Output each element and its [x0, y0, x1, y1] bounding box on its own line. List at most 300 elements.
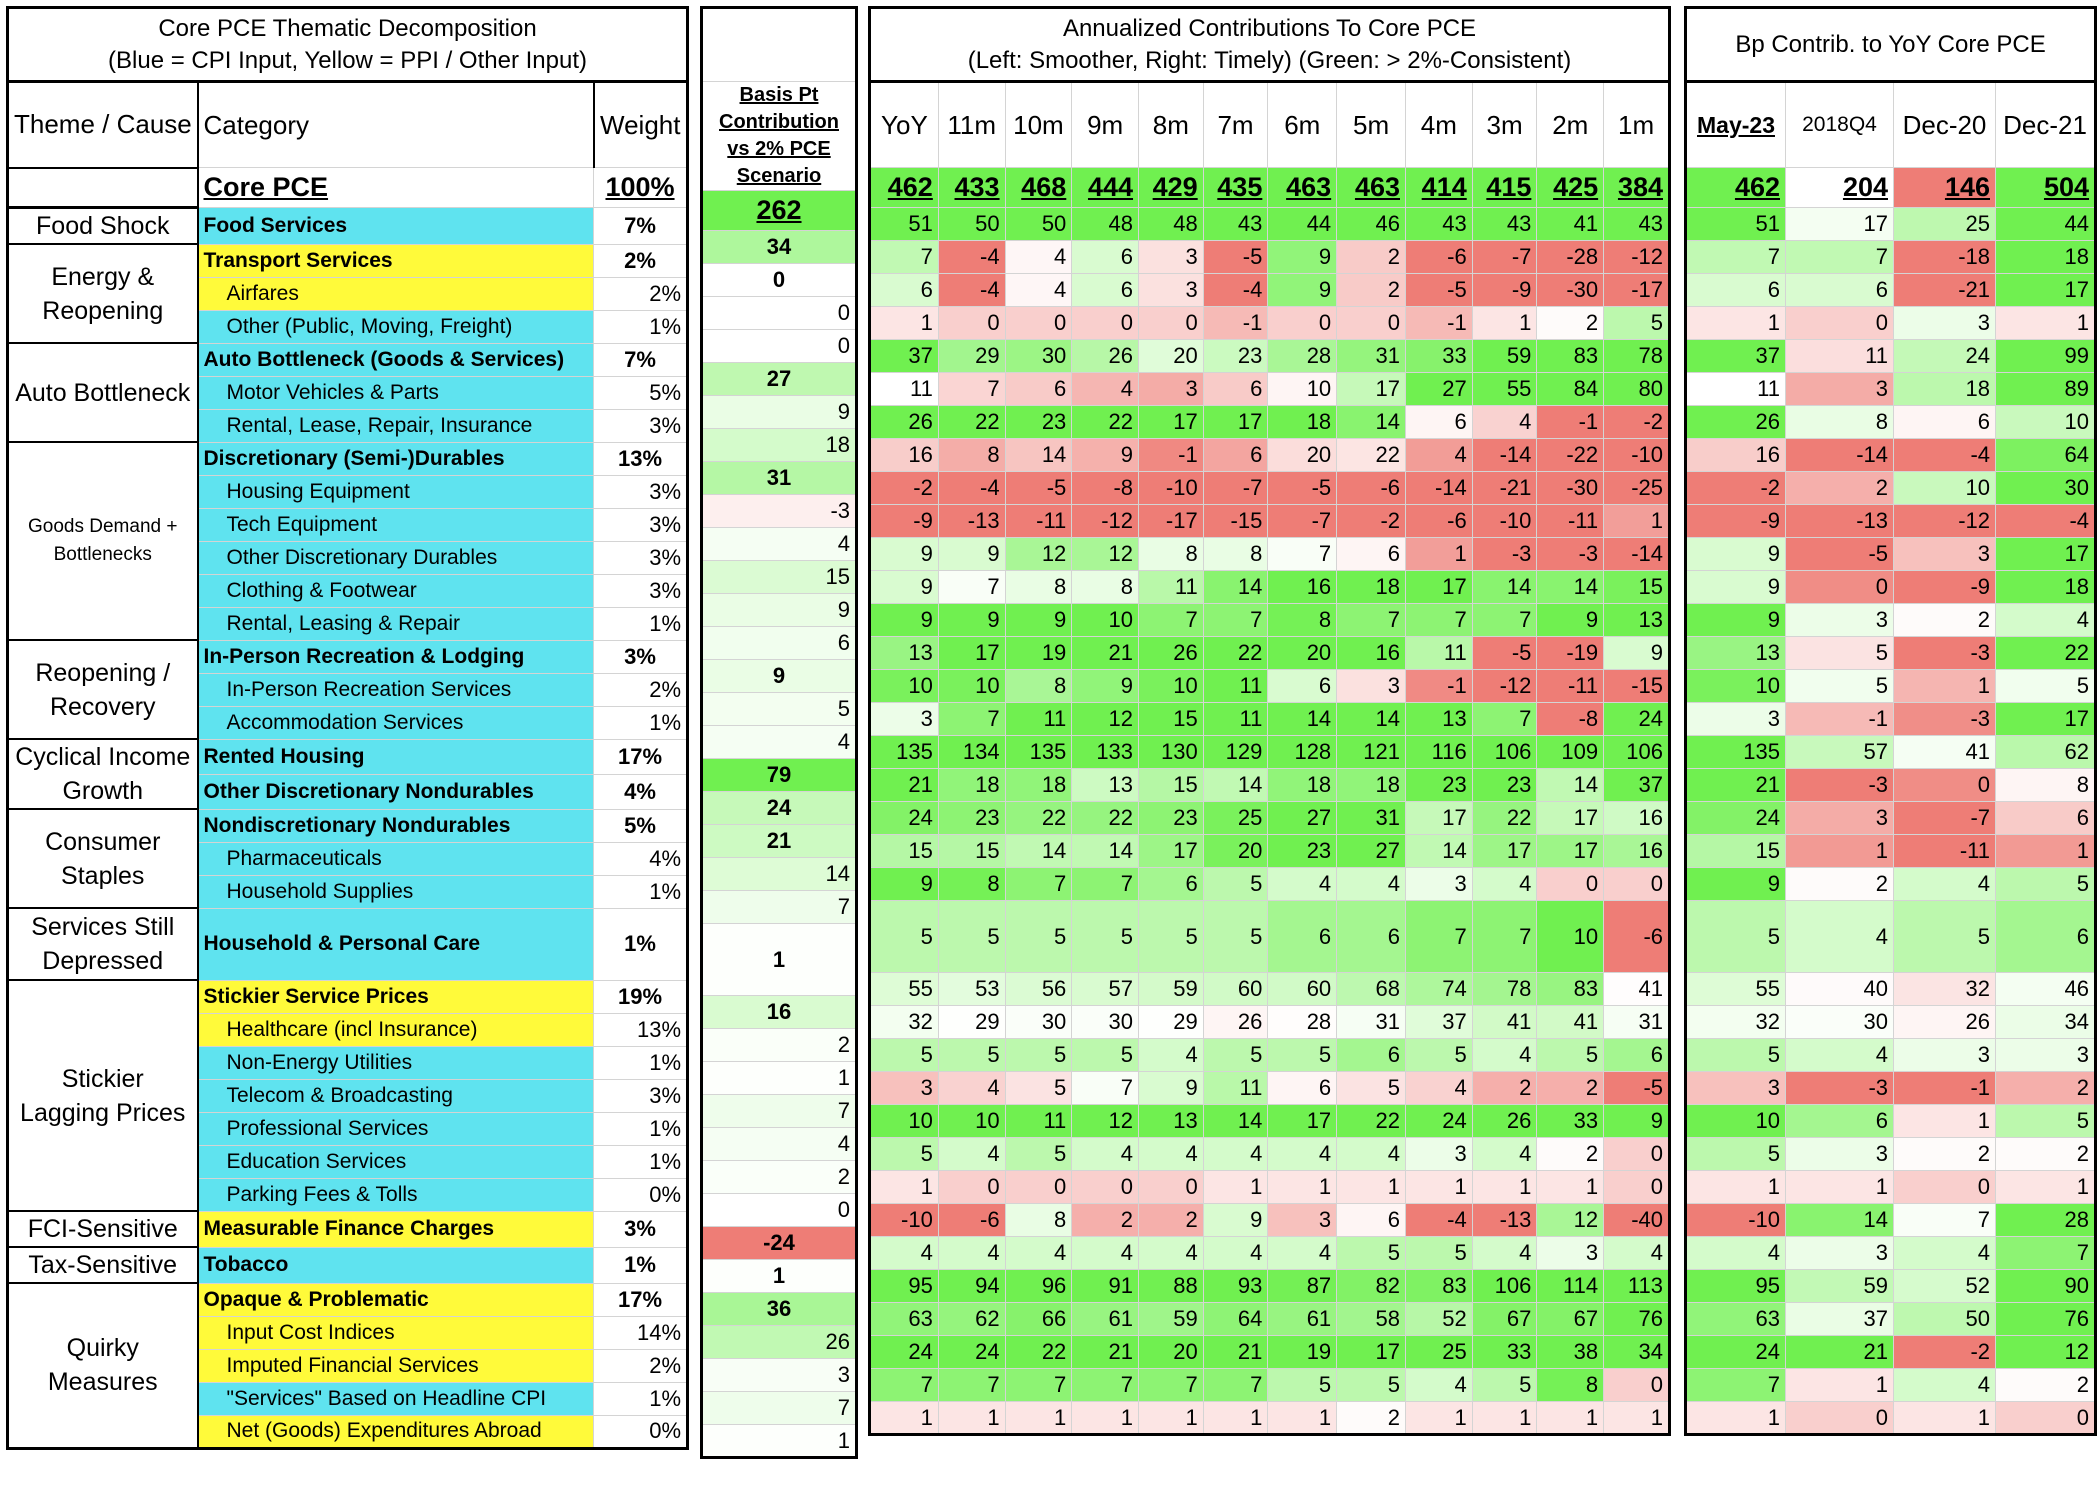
annualized-cell: 4 — [1337, 868, 1406, 901]
annualized-cell: 17 — [1406, 571, 1473, 604]
bp-contribution-cell: 3 — [702, 1359, 857, 1392]
bp-yoy-cell: -11 — [1894, 835, 1996, 868]
bp-contribution-cell: 0 — [702, 264, 857, 297]
annualized-cell: -13 — [938, 505, 1005, 538]
bp-contribution-cell: 9 — [702, 594, 857, 627]
bp-yoy-cell: 1 — [1894, 1105, 1996, 1138]
annualized-cell: -11 — [1537, 505, 1604, 538]
annualized-cell: 134 — [938, 736, 1005, 769]
annualized-cell: 133 — [1072, 736, 1139, 769]
bp-yoy-cell: 17 — [1996, 538, 2096, 571]
annualized-cell: 3 — [1139, 373, 1204, 406]
bp-yoy-header-dec-21: Dec-21 — [1996, 82, 2096, 168]
annualized-cell: 50 — [938, 208, 1005, 241]
bp-yoy-cell: -13 — [1786, 505, 1894, 538]
bp-contribution-cell: 26 — [702, 1326, 857, 1359]
table-row — [870, 1204, 1670, 1237]
bp-yoy-cell: -21 — [1894, 274, 1996, 307]
annualized-cell: 23 — [1472, 769, 1537, 802]
annualized-cell: 14 — [1537, 571, 1604, 604]
bp-yoy-cell: 28 — [1996, 1204, 2096, 1237]
annualized-cell: 14 — [1203, 1105, 1268, 1138]
table-row — [1686, 538, 2096, 571]
bp-contribution-cell: -24 — [702, 1227, 857, 1260]
annualized-cell: 61 — [1072, 1303, 1139, 1336]
weight-cell: 1% — [594, 1046, 688, 1079]
bp-contribution-cell: 4 — [702, 726, 857, 759]
annualized-cell: 433 — [938, 168, 1005, 208]
annualized-cell: 48 — [1139, 208, 1204, 241]
table-row — [1686, 901, 2096, 973]
table-row — [702, 660, 857, 693]
weight-cell: 3% — [594, 1079, 688, 1112]
weight-cell: 0% — [594, 1178, 688, 1211]
annualized-cell: 1 — [1537, 1171, 1604, 1204]
table-row — [870, 703, 1670, 736]
bp-yoy-cell: 41 — [1894, 736, 1996, 769]
annualized-cell: 13 — [1604, 604, 1670, 637]
bp-yoy-cell: 10 — [1686, 670, 1786, 703]
annualized-cell: 29 — [1139, 1006, 1204, 1039]
bp-yoy-cell: 1 — [1786, 1171, 1894, 1204]
annualized-cell: 14 — [1005, 439, 1072, 472]
bp-yoy-cell: 5 — [1786, 670, 1894, 703]
annualized-cell: -2 — [1337, 505, 1406, 538]
annualized-cell: 9 — [938, 538, 1005, 571]
table-row — [1686, 703, 2096, 736]
bp-yoy-cell: 95 — [1686, 1270, 1786, 1303]
annualized-cell: 462 — [870, 168, 939, 208]
table-row — [870, 1105, 1670, 1138]
table-row — [870, 769, 1670, 802]
bp-yoy-cell: 4 — [1894, 868, 1996, 901]
annualized-cell: -6 — [1406, 505, 1473, 538]
bp-yoy-cell: -2 — [1894, 1336, 1996, 1369]
bp-yoy-cell: 9 — [1686, 868, 1786, 901]
weight-cell: 4% — [594, 842, 688, 875]
weight-cell: 4% — [594, 774, 688, 809]
annualized-cell: 8 — [1139, 538, 1204, 571]
annualized-cell: 63 — [870, 1303, 939, 1336]
annualized-cell: -9 — [870, 505, 939, 538]
header-theme: Theme / Cause — [8, 82, 198, 168]
annualized-cell: 1 — [938, 1402, 1005, 1435]
bp-yoy-cell: 4 — [1686, 1237, 1786, 1270]
annualized-cell: -10 — [870, 1204, 939, 1237]
bp-yoy-cell: 4 — [1894, 1369, 1996, 1402]
annualized-cell: 31 — [1337, 340, 1406, 373]
annualized-cell: 3 — [1139, 241, 1204, 274]
bp-yoy-cell: 30 — [1786, 1006, 1894, 1039]
table-row — [1686, 208, 2096, 241]
weight-cell: 1% — [594, 706, 688, 739]
table-row — [8, 208, 688, 245]
annualized-cell: 9 — [1072, 439, 1139, 472]
table-row — [1686, 1039, 2096, 1072]
annualized-cell: -6 — [1337, 472, 1406, 505]
annualized-cell: 25 — [1406, 1336, 1473, 1369]
header-weight: Weight — [594, 82, 688, 168]
annualized-cell: 17 — [1268, 1105, 1337, 1138]
bp-contribution-header: Basis Pt Contribution vs 2% PCE Scenario — [702, 82, 857, 191]
annualized-cell: 6 — [1337, 1039, 1406, 1072]
bp-yoy-cell: 59 — [1786, 1270, 1894, 1303]
annualized-cell: 24 — [938, 1336, 1005, 1369]
annualized-cell: 24 — [870, 802, 939, 835]
annualized-cell: 6 — [1268, 1072, 1337, 1105]
annualized-cell: 33 — [1472, 1336, 1537, 1369]
annualized-cell: 59 — [1139, 1303, 1204, 1336]
annualized-cell: -14 — [1604, 538, 1670, 571]
table-row — [1686, 1369, 2096, 1402]
bp-yoy-cell: 0 — [1996, 1402, 2096, 1435]
bp-yoy-cell: 55 — [1686, 973, 1786, 1006]
annualized-cell: 2 — [1072, 1204, 1139, 1237]
annualized-cell: 4 — [1072, 373, 1139, 406]
bp-yoy-cell: 8 — [1996, 769, 2096, 802]
annualized-cell: 82 — [1337, 1270, 1406, 1303]
annualized-cell: 9 — [1604, 637, 1670, 670]
annualized-cell: 4 — [1005, 241, 1072, 274]
annualized-cell: 88 — [1139, 1270, 1204, 1303]
annualized-cell: 23 — [1268, 835, 1337, 868]
bp-yoy-cell: 11 — [1786, 340, 1894, 373]
annualized-cell: 78 — [1604, 340, 1670, 373]
annualized-cell: 0 — [1537, 868, 1604, 901]
annualized-cell: 6 — [1203, 439, 1268, 472]
bp-yoy-cell: 10 — [1686, 1105, 1786, 1138]
annualized-cell: 8 — [1203, 538, 1268, 571]
annualized-cell: 6 — [1139, 868, 1204, 901]
annualized-cell: 4 — [1005, 1237, 1072, 1270]
annualized-cell: 22 — [938, 406, 1005, 439]
annualized-cell: 9 — [1139, 1072, 1204, 1105]
theme-cell: Stickier Lagging Prices — [8, 980, 198, 1211]
weight-cell: 0% — [594, 1415, 688, 1448]
category-cell: Motor Vehicles & Parts — [198, 376, 594, 409]
annualized-cell: 21 — [1072, 1336, 1139, 1369]
bp-yoy-cell: 13 — [1686, 637, 1786, 670]
annualized-cell: 22 — [1072, 802, 1139, 835]
bp-contribution-cell: 36 — [702, 1293, 857, 1326]
bp-yoy-cell: 204 — [1786, 168, 1894, 208]
annualized-cell: 0 — [938, 307, 1005, 340]
annualized-cell: 4 — [1472, 868, 1537, 901]
bp-yoy-header-dec-20: Dec-20 — [1894, 82, 1996, 168]
ann-header-7m: 7m — [1203, 82, 1268, 168]
annualized-cell: 5 — [1604, 307, 1670, 340]
annualized-cell: 15 — [1604, 571, 1670, 604]
annualized-cell: 15 — [870, 835, 939, 868]
table-row — [8, 244, 688, 277]
bp-yoy-cell: 0 — [1786, 571, 1894, 604]
bp-yoy-cell: 7 — [1686, 1369, 1786, 1402]
annualized-cell: 9 — [1072, 670, 1139, 703]
annualized-cell: 3 — [870, 1072, 939, 1105]
bp-yoy-cell: -4 — [1996, 505, 2096, 538]
table-row — [702, 330, 857, 363]
bp-contribution-body — [702, 8, 857, 1458]
ann-header-2m: 2m — [1537, 82, 1604, 168]
bp-yoy-cell: 10 — [1996, 406, 2096, 439]
annualized-cell: 4 — [1139, 1237, 1204, 1270]
bp-yoy-cell: 7 — [1996, 1237, 2096, 1270]
bp-yoy-cell: 2 — [1894, 604, 1996, 637]
table-row — [870, 1303, 1670, 1336]
annualized-cell: 83 — [1537, 340, 1604, 373]
bp-yoy-table — [1684, 6, 2097, 1436]
annualized-cell: 23 — [1139, 802, 1204, 835]
annualized-cell: 22 — [1472, 802, 1537, 835]
annualized-cell: 6 — [1337, 901, 1406, 973]
annualized-cell: -10 — [1604, 439, 1670, 472]
annualized-cell: 13 — [1139, 1105, 1204, 1138]
category-cell: Discretionary (Semi-)Durables — [198, 442, 594, 475]
annualized-cell: 9 — [938, 604, 1005, 637]
bp-yoy-cell: 15 — [1686, 835, 1786, 868]
annualized-cell: 41 — [1604, 973, 1670, 1006]
annualized-cell: 1 — [1203, 1171, 1268, 1204]
annualized-cell: 7 — [1139, 604, 1204, 637]
table-row — [702, 1194, 857, 1227]
bp-yoy-cell: -9 — [1894, 571, 1996, 604]
annualized-cell: 2 — [1337, 1402, 1406, 1435]
table-row — [1686, 274, 2096, 307]
annualized-cell: -3 — [1472, 538, 1537, 571]
annualized-cell: 24 — [1406, 1105, 1473, 1138]
bp-yoy-cell: 6 — [1996, 901, 2096, 973]
category-cell: Professional Services — [198, 1112, 594, 1145]
annualized-cell: 106 — [1472, 1270, 1537, 1303]
annualized-cell: 5 — [1203, 901, 1268, 973]
annualized-cell: 10 — [870, 670, 939, 703]
annualized-cell: 14 — [1406, 835, 1473, 868]
annualized-cell: -5 — [1472, 637, 1537, 670]
annualized-cell: 59 — [1139, 973, 1204, 1006]
annualized-cell: 7 — [870, 241, 939, 274]
annualized-cell: 25 — [1203, 802, 1268, 835]
annualized-cell: 74 — [1406, 973, 1473, 1006]
annualized-cell: 14 — [1472, 571, 1537, 604]
table-row — [870, 307, 1670, 340]
annualized-cell: 7 — [1203, 1369, 1268, 1402]
annualized-cell: 18 — [1268, 406, 1337, 439]
table-row — [702, 924, 857, 996]
annualized-cell: -13 — [1472, 1204, 1537, 1237]
annualized-cell: 22 — [1005, 802, 1072, 835]
annualized-cell: 15 — [1139, 703, 1204, 736]
table-row — [702, 462, 857, 495]
annualized-cell: 3 — [1268, 1204, 1337, 1237]
annualized-cell: 9 — [1005, 604, 1072, 637]
annualized-cell: 13 — [1406, 703, 1473, 736]
table-row — [702, 1392, 857, 1425]
weight-cell: 1% — [594, 875, 688, 908]
annualized-cell: 4 — [1268, 868, 1337, 901]
table-row — [1686, 241, 2096, 274]
theme-cell: Auto Bottleneck — [8, 343, 198, 442]
annualized-cell: 22 — [1005, 1336, 1072, 1369]
annualized-cell: 7 — [1072, 1369, 1139, 1402]
bp-yoy-cell: -10 — [1686, 1204, 1786, 1237]
annualized-cell: 43 — [1604, 208, 1670, 241]
annualized-cell: 128 — [1268, 736, 1337, 769]
bp-yoy-cell: 7 — [1686, 241, 1786, 274]
bp-yoy-cell: 18 — [1996, 241, 2096, 274]
annualized-cell: 4 — [1203, 1138, 1268, 1171]
table-row — [702, 1062, 857, 1095]
annualized-cell: 19 — [1005, 637, 1072, 670]
annualized-cell: 26 — [1072, 340, 1139, 373]
annualized-cell: 12 — [1072, 703, 1139, 736]
weight-cell: 1% — [594, 310, 688, 343]
annualized-cell: 7 — [870, 1369, 939, 1402]
table-row — [1686, 1171, 2096, 1204]
table-row — [870, 571, 1670, 604]
annualized-cell: 0 — [1337, 307, 1406, 340]
annualized-cell: 4 — [938, 1237, 1005, 1270]
table-row — [870, 1237, 1670, 1270]
bp-yoy-cell: 1 — [1894, 670, 1996, 703]
annualized-cell: -14 — [1472, 439, 1537, 472]
annualized-cell: -15 — [1604, 670, 1670, 703]
bp-contribution-cell: 1 — [702, 1260, 857, 1293]
ann-header-4m: 4m — [1406, 82, 1473, 168]
annualized-cell: 7 — [1005, 868, 1072, 901]
annualized-cell: 3 — [870, 703, 939, 736]
table-row — [870, 868, 1670, 901]
table-row — [870, 439, 1670, 472]
annualized-cell: 7 — [1203, 604, 1268, 637]
bp-contribution-cell: 31 — [702, 462, 857, 495]
table-row — [870, 637, 1670, 670]
annualized-cell: 5 — [1203, 1039, 1268, 1072]
annualized-cell: 1 — [1472, 1402, 1537, 1435]
table-row — [1686, 769, 2096, 802]
table-row — [870, 340, 1670, 373]
weight-cell: 13% — [594, 442, 688, 475]
table-row — [702, 792, 857, 825]
category-cell: Household Supplies — [198, 875, 594, 908]
annualized-cell: 56 — [1005, 973, 1072, 1006]
bp-yoy-cell: 9 — [1686, 571, 1786, 604]
annualized-cell: 28 — [1268, 340, 1337, 373]
annualized-cell: -6 — [1604, 901, 1670, 973]
annualized-cell: -1 — [1537, 406, 1604, 439]
bp-contribution-cell: 34 — [702, 231, 857, 264]
bp-yoy-cell: 5 — [1996, 1105, 2096, 1138]
weight-cell: 3% — [594, 574, 688, 607]
bp-contribution-cell: 1 — [702, 924, 857, 996]
annualized-cell: 5 — [938, 901, 1005, 973]
annualized-cell: 5 — [1406, 1039, 1473, 1072]
table-row — [1686, 973, 2096, 1006]
table-row — [1686, 1237, 2096, 1270]
table-row — [8, 1283, 688, 1316]
table-row — [702, 1359, 857, 1392]
annualized-cell: 7 — [1072, 868, 1139, 901]
table-row — [1686, 439, 2096, 472]
category-cell: Imputed Financial Services — [198, 1349, 594, 1382]
bp-yoy-cell: -7 — [1894, 802, 1996, 835]
annualized-cell: 6 — [1268, 670, 1337, 703]
annualized-cell: 37 — [1604, 769, 1670, 802]
annualized-cell: 130 — [1139, 736, 1204, 769]
bp-contribution-cell: 7 — [702, 1095, 857, 1128]
annualized-cell: 64 — [1203, 1303, 1268, 1336]
bp-yoy-cell: 30 — [1996, 472, 2096, 505]
annualized-cell: 16 — [1604, 835, 1670, 868]
table-row — [8, 1247, 688, 1283]
annualized-cell: 87 — [1268, 1270, 1337, 1303]
annualized-cell: 4 — [1005, 274, 1072, 307]
annualized-cell: 1 — [1604, 505, 1670, 538]
bp-yoy-cell: 1 — [1686, 307, 1786, 340]
annualized-cell: 135 — [1005, 736, 1072, 769]
table-row — [1686, 472, 2096, 505]
category-cell: Tobacco — [198, 1247, 594, 1283]
bp-contribution-cell: 262 — [702, 191, 857, 231]
annualized-cell: -9 — [1472, 274, 1537, 307]
table-row — [702, 495, 857, 528]
annualized-cell: 6 — [1203, 373, 1268, 406]
bp-yoy-cell: 22 — [1996, 637, 2096, 670]
annualized-cell: -1 — [1406, 670, 1473, 703]
weight-cell: 3% — [594, 508, 688, 541]
table-row — [702, 1293, 857, 1326]
annualized-cell: 38 — [1537, 1336, 1604, 1369]
ann-header-YoY: YoY — [870, 82, 939, 168]
annualized-cell: 6 — [1005, 373, 1072, 406]
annualized-cell: 463 — [1268, 168, 1337, 208]
annualized-cell: 78 — [1472, 973, 1537, 1006]
bp-yoy-cell: 52 — [1894, 1270, 1996, 1303]
annualized-cell: 425 — [1537, 168, 1604, 208]
table-row — [870, 901, 1670, 973]
bp-contribution-cell: 16 — [702, 996, 857, 1029]
annualized-cell: 8 — [1537, 1369, 1604, 1402]
annualized-cell: 5 — [1337, 1237, 1406, 1270]
category-cell: Rental, Lease, Repair, Insurance — [198, 409, 594, 442]
annualized-cell: 76 — [1604, 1303, 1670, 1336]
table-row — [702, 561, 857, 594]
annualized-cell: 32 — [870, 1006, 939, 1039]
table-row — [1686, 637, 2096, 670]
weight-cell: 5% — [594, 809, 688, 842]
annualized-cell: -5 — [1268, 472, 1337, 505]
annualized-cell: -28 — [1537, 241, 1604, 274]
bp-contribution-cell: 79 — [702, 759, 857, 792]
annualized-cell: 6 — [1072, 241, 1139, 274]
table-row — [870, 835, 1670, 868]
annualized-cell: 17 — [1537, 802, 1604, 835]
header-category: Category — [198, 82, 594, 168]
bp-contribution-cell: 0 — [702, 1194, 857, 1227]
annualized-cell: 31 — [1337, 1006, 1406, 1039]
annualized-cell: 68 — [1337, 973, 1406, 1006]
annualized-cell: 9 — [870, 604, 939, 637]
annualized-cell: 93 — [1203, 1270, 1268, 1303]
table-row — [870, 973, 1670, 1006]
bp-yoy-cell: 0 — [1894, 1171, 1996, 1204]
annualized-cell: 62 — [938, 1303, 1005, 1336]
bp-yoy-cell: -3 — [1894, 637, 1996, 670]
annualized-cell: -3 — [1537, 538, 1604, 571]
bp-yoy-cell: 1 — [1786, 1369, 1894, 1402]
annualized-cell: -5 — [1406, 274, 1473, 307]
bp-yoy-cell: 18 — [1996, 571, 2096, 604]
table-row — [1686, 1006, 2096, 1039]
